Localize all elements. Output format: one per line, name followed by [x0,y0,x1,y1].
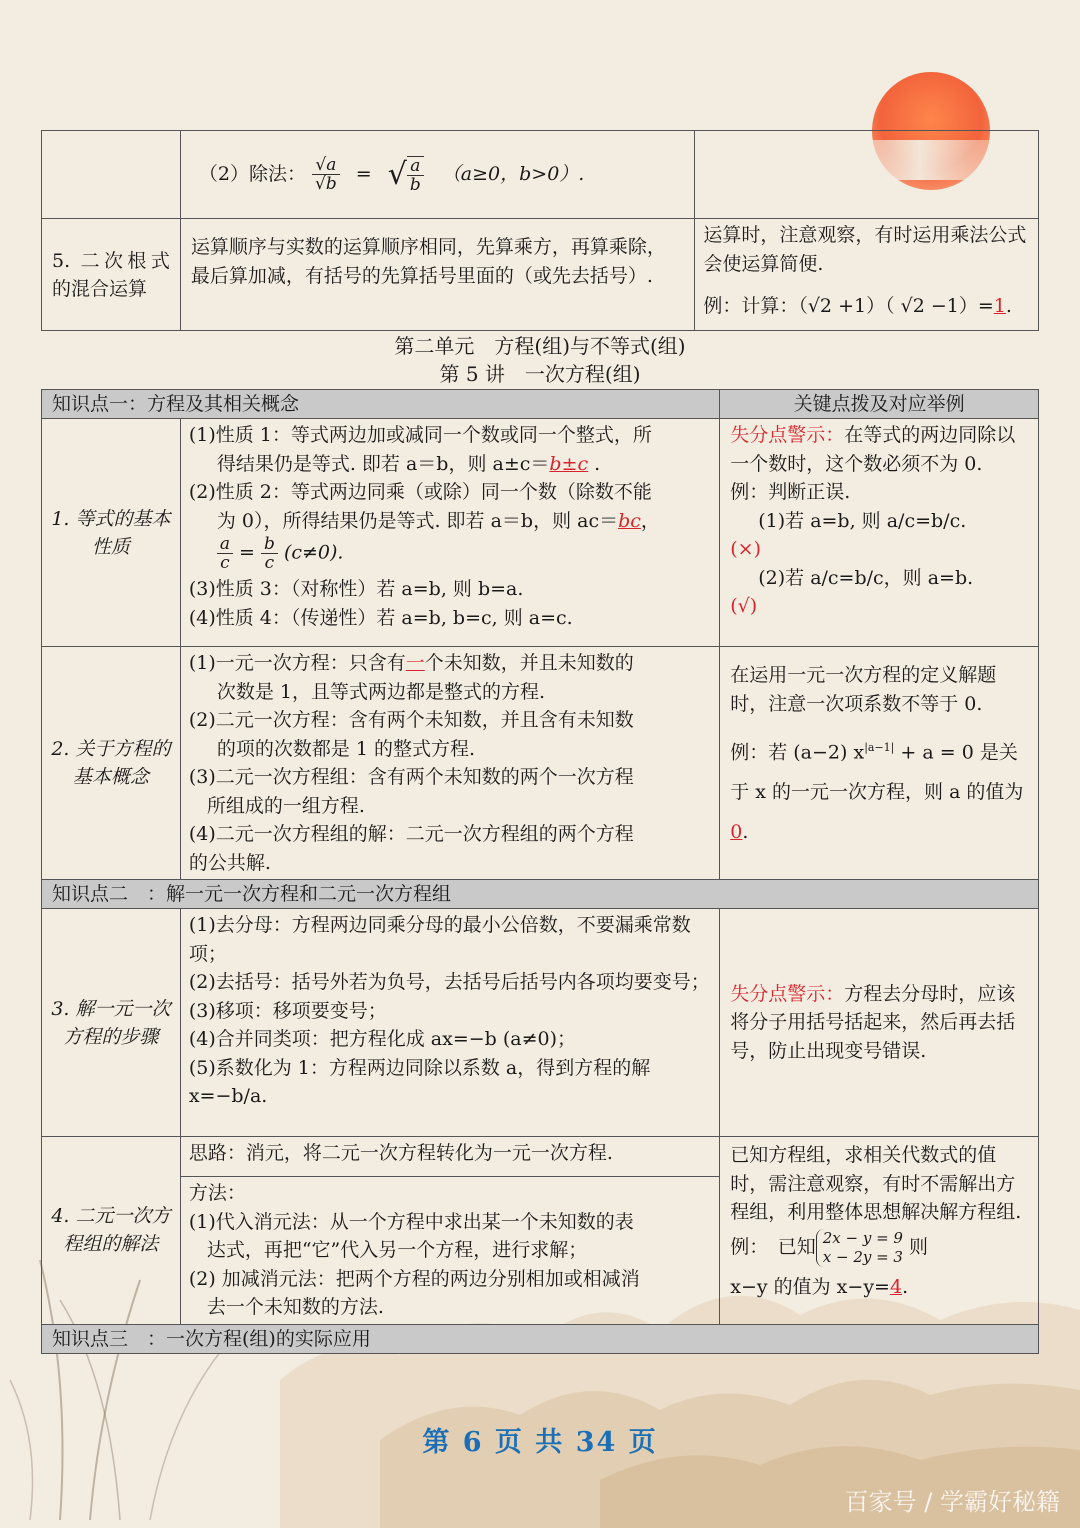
mixed-operation-label: 5. 二次根式的混合运算 [42,219,181,331]
solve-steps-content: (1)去分母：方程两边同乘分母的最小公倍数，不要漏乘常数项； (2)去括号：括号外若为负号，去括号后括号内各项均要变号； (3)移项：移项要变号； (4)合并同类项：把方程化成 ax=−b (a≠0)； (5)系数化为 1：方程两边同除以系数 a，得到方程的解 x=−b/a. [180,909,719,1137]
watermark-text: 百家号 / 学霸好秘籍 [844,1488,1060,1516]
division-rule-cell [180,131,694,219]
main-table [41,389,1039,1354]
warning-label: 失分点警示： [730,982,845,1005]
table-row [42,909,1039,1137]
equality-properties-content: (1)性质 1：等式两边加或减同一个数或同一个整式，所 得结果仍是等式. 即若 a＝b，则 a±c＝b±c . (2)性质 2：等式两边同乘（或除）同一个数（除数不能 为 0），所得结果仍是等式. 即若 a＝b，则 ac＝bc， $\frac{a}{c}$ = $\frac{b}{c}$ (c≠0). (3)性质 3：（对称性）若 a=b, 则 b=a. (4)性质 4：（传递性）若 a=b, b=c, 则 a=c. [180,419,719,647]
system-solution-idea: 思路：消元，将二元一次方程转化为一元一次方程. [180,1137,719,1177]
table-row [42,647,1039,880]
blank-answer: b±c [549,452,589,475]
section-header-row [42,390,1039,419]
section-header-row [42,880,1039,909]
section-header-2: 知识点二 ：解一元一次方程和二元一次方程组 [42,880,1039,909]
equality-properties-label: 1. 等式的基本性质 [42,419,181,647]
example-answer: 1 [993,295,1006,317]
empty-label-cell [42,131,181,219]
section-header-3: 知识点三 ：一次方程(组)的实际应用 [42,1324,1039,1353]
section-header-row [42,1324,1039,1353]
page-number: 第 6 页 共 34 页 [422,1427,658,1458]
blank-answer: 4 [889,1275,903,1298]
equality-tip-cell: 失分点警示：在等式的两边同除以一个数时，这个数必须不为 0. 例：判断正误. (1)若 a=b, 则 a/c=b/c. (×) (2)若 a/c=b/c，则 a=b. (√) [720,419,1039,647]
solve-steps-label: 3. 解一元一次方程的步骤 [42,909,181,1137]
unit-title: 第二单元 方程(组)与不等式(组) [394,334,686,358]
table-row [42,131,1039,219]
mixed-operation-content: 运算顺序与实数的运算顺序相同，先算乘方，再算乘除，最后算加减，有括号的先算括号里面的（或先去括号）. [180,219,694,331]
table-row [42,1137,1039,1177]
mixed-operation-tip: 运算时，注意观察，有时运用乘法公式会使运算简便. [703,224,1027,275]
equation-concepts-tip-cell: 在运用一元一次方程的定义解题时，注意一次项系数不等于 0. 例：若 (a−2) $x^{|a-1|} + a = 0$ 是关于 x 的一元一次方程，则 a 的值为0. [720,647,1039,880]
solve-steps-tip-cell: 失分点警示：方程去分母时，应该将分子用括号括起来，然后再去括号，防止出现变号错误. [720,909,1039,1137]
system-solution-methods: 方法： (1)代入消元法：从一个方程中求出某一个未知数的表 达式，再把“它”代入另一个方程，进行求解； (2) 加减消元法：把两个方程的两边分别相加或相减消 去一个未知数的方法. [180,1177,719,1325]
blank-answer: 0 [730,821,743,844]
sqrt-symbol: √ [387,156,407,192]
lecture-title: 第 5 讲 一次方程(组) [439,362,641,386]
blank-answer: bc [618,509,641,532]
judgement-answer: (√) [730,595,758,617]
warning-label: 失分点警示： [730,424,845,446]
section-header-1: 知识点一：方程及其相关概念 [42,390,720,419]
rhs-fraction: $\frac{a}{b}$ [407,156,424,194]
system-solution-tip-cell: 已知方程组，求相关代数式的值时，需注意观察，有时不需解出方程组，利用整体思想解决解方程组. 例： 已知 2x − y = 9 x − 2y = 3 则 x−y 的值为 x−y=4. [720,1137,1039,1325]
key-points-header: 关键点拨及对应举例 [720,390,1039,419]
blank-answer: 一 [405,652,425,674]
equation-concepts-content: (1)一元一次方程：只含有一个未知数，并且未知数的 次数是 1，且等式两边都是整式的方程. (2)二元一次方程：含有两个未知数，并且含有未知数 的项的次数都是 1 的整式方程. (3)二元一次方程组：含有两个未知数的两个一次方程 所组成的一组方程. (4)二元一次方程组的解：二元一次方程组的两个方程 的公共解. [180,647,719,880]
judgement-answer: (×) [730,538,761,560]
equation-concepts-label: 2. 关于方程的基本概念 [42,647,181,880]
division-prefix: （2）除法： [198,162,306,185]
table-row [42,419,1039,647]
empty-tip-cell [695,131,1039,219]
table-row [42,219,1039,331]
fraction-property: $\frac{a}{c}$ = $\frac{b}{c}$ (c≠0). [189,535,711,575]
lhs-fraction: $\frac{√a}{√b}$ [312,156,340,193]
top-table [41,130,1039,331]
division-condition: （a≥0，b>0）. [441,162,585,185]
equation-system: 2x − y = 9 x − 2y = 3 [816,1229,903,1267]
mixed-operation-tip-cell [695,219,1039,331]
mixed-operation-example: 例：计算：（√2 +1）（ √2 −1）=1. [703,295,1012,317]
equals-sign: = [355,162,372,185]
system-solution-label: 4. 二元一次方程组的解法 [42,1137,181,1325]
